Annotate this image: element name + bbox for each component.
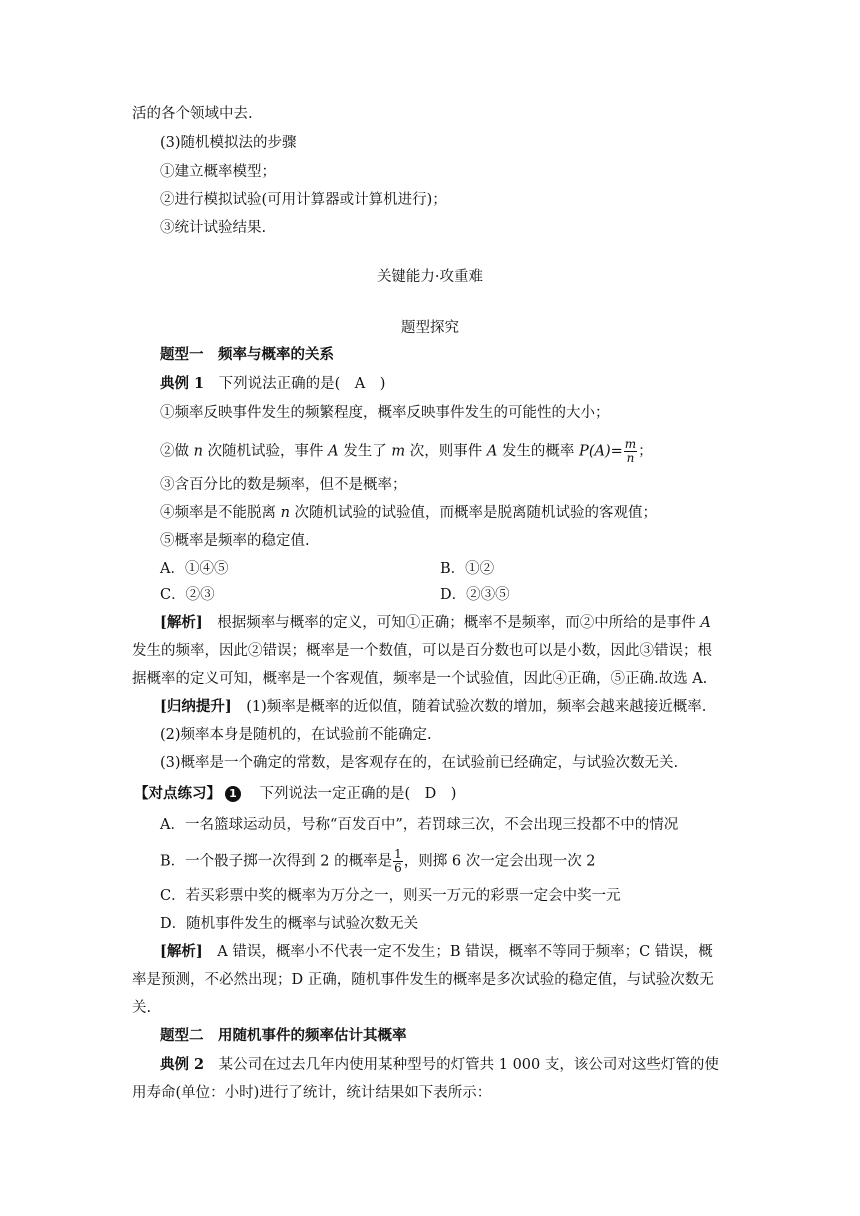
practice-option-a: A．一名篮球运动员，号称“百发百中”，若罚球三次，不会出现三投都不中的情况 [160, 817, 679, 833]
type1-title: 题型一 频率与概率的关系 [160, 346, 334, 363]
analysis-2-line-1 [160, 942, 760, 962]
fraction-numerator: 1 [394, 847, 402, 861]
example2-text-1: 某公司在过去几年内使用某种型号的灯管共 1 000 支，该公司对这些灯管的使 [204, 1057, 719, 1073]
option-c: C．②③ [160, 587, 215, 603]
var-m: m [391, 443, 406, 460]
analysis-1-text-a: 根据频率与概率的定义，可知①正确；概率不是频率，而②中所给的是事件 [202, 615, 701, 631]
fraction-numerator: m [624, 437, 637, 451]
statement-1: ①频率反映事件发生的频繁程度，概率反映事件发生的可能性的大小； [160, 405, 610, 421]
fraction-m-over-n [624, 438, 637, 465]
example1-label: 典例 1 [160, 375, 205, 392]
subsection-title: 题型探究 [401, 320, 459, 336]
practice-label: 【对点练习】 [134, 785, 221, 802]
steps-title: (3)随机模拟法的步骤 [160, 135, 297, 151]
summary-label: [归纳提升] [160, 698, 232, 715]
step-1: ①建立概率模型； [160, 164, 276, 180]
practice-header [134, 784, 734, 804]
example1 [160, 374, 760, 394]
practice-optb-text-b: ，则掷 6 次一定会出现一次 2 [403, 853, 596, 870]
s2-text-d: 次，则事件 [405, 443, 487, 460]
statement-5: ⑤概率是频率的稳定值. [160, 533, 310, 549]
s4-text-b: 次随机试验的试验值，而概率是脱离随机试验的客观值； [289, 505, 658, 521]
example2-label: 典例 2 [160, 1056, 205, 1073]
practice-option-c: C．若买彩票中奖的概率为万分之一，则买一万元的彩票一定会中奖一元 [160, 888, 621, 904]
var-A3: A [700, 615, 711, 631]
step-2: ②进行模拟试验(可用计算器或计算机进行)； [160, 192, 447, 208]
s2-end: ； [638, 443, 653, 460]
statement-2 [160, 438, 760, 465]
type2-title: 题型二 用随机事件的频率估计其概率 [160, 1027, 407, 1044]
fraction-one-sixth [393, 848, 403, 875]
summary-text-1: (1)频率是概率的近似值，随着试验次数的增加，频率会越来越接近概率. [231, 699, 707, 715]
var-n: n [193, 443, 203, 460]
example2-line-1 [160, 1055, 760, 1075]
practice-option-b [160, 848, 760, 875]
analysis-2-line-3: 关. [132, 1000, 152, 1016]
analysis-1-line-3: 据概率的定义可知，概率是一个客观值，频率是一个试验值，因此④正确，⑤正确.故选 A. [132, 671, 708, 687]
options-row-2 [160, 585, 760, 605]
fraction-denominator: 6 [394, 861, 402, 875]
s2-text-e: 发生的概率 [497, 443, 580, 460]
var-A: A [328, 443, 339, 460]
practice-number-badge: 1 [225, 786, 241, 802]
example2-line-2: 用寿命(单位：小时)进行了统计，统计结果如下表所示： [132, 1085, 492, 1101]
s2-text-a: ②做 [160, 443, 194, 460]
analysis-1-line-1 [160, 613, 732, 633]
summary-line-3: (3)概率是一个确定的常数，是客观存在的，在试验前已经确定，与试验次数无关. [160, 755, 679, 771]
analysis-2-line-2: 率是预测，不必然出现；D 正确，随机事件发生的概率是多次试验的稳定值，与试验次数无 [132, 972, 714, 988]
example1-text: 下列说法正确的是( A ) [204, 376, 386, 392]
var-n-2: n [280, 505, 290, 521]
var-PA: (A) [588, 443, 611, 460]
practice-option-d: D．随机事件发生的概率与试验次数无关 [160, 916, 419, 932]
fraction-denominator: n [626, 451, 635, 465]
intro-continuation: 活的各个领域中去. [132, 106, 253, 122]
practice-text: 下列说法一定正确的是( D ) [245, 786, 457, 802]
s2-text-c: 发生了 [338, 443, 392, 460]
statement-4 [160, 503, 760, 523]
step-3: ③统计试验结果. [160, 220, 267, 236]
summary-line-2: (2)频率本身是随机的，在试验前不能确定. [160, 727, 432, 743]
analysis-2-label: [解析] [160, 943, 203, 960]
s2-text-b: 次随机试验，事件 [202, 443, 329, 460]
analysis-2-text-1: A 错误，概率小不代表一定不发生；B 错误，概率不等同于频率；C 错误，概 [202, 944, 713, 960]
section-title: 关键能力·攻重难 [376, 269, 484, 285]
statement-3: ③含百分比的数是频率，但不是概率； [160, 477, 407, 493]
summary-line-1 [160, 697, 760, 717]
option-b: B．①② [440, 561, 495, 577]
analysis-1-line-2: 发生的频率，因此②错误；概率是一个数值，可以是百分数也可以是小数，因此③错误；根 [132, 643, 712, 659]
option-a: A．①④⑤ [160, 561, 229, 577]
equals-sign: = [610, 443, 623, 460]
practice-optb-text-a: B．一个骰子掷一次得到 2 的概率是 [160, 853, 393, 870]
option-d: D．②③⑤ [440, 587, 510, 603]
var-A2: A [486, 443, 498, 460]
analysis-1-label: [解析] [160, 614, 203, 631]
options-row-1 [160, 559, 760, 579]
s4-text-a: ④频率是不能脱离 [160, 505, 281, 521]
var-P: P [579, 443, 589, 460]
